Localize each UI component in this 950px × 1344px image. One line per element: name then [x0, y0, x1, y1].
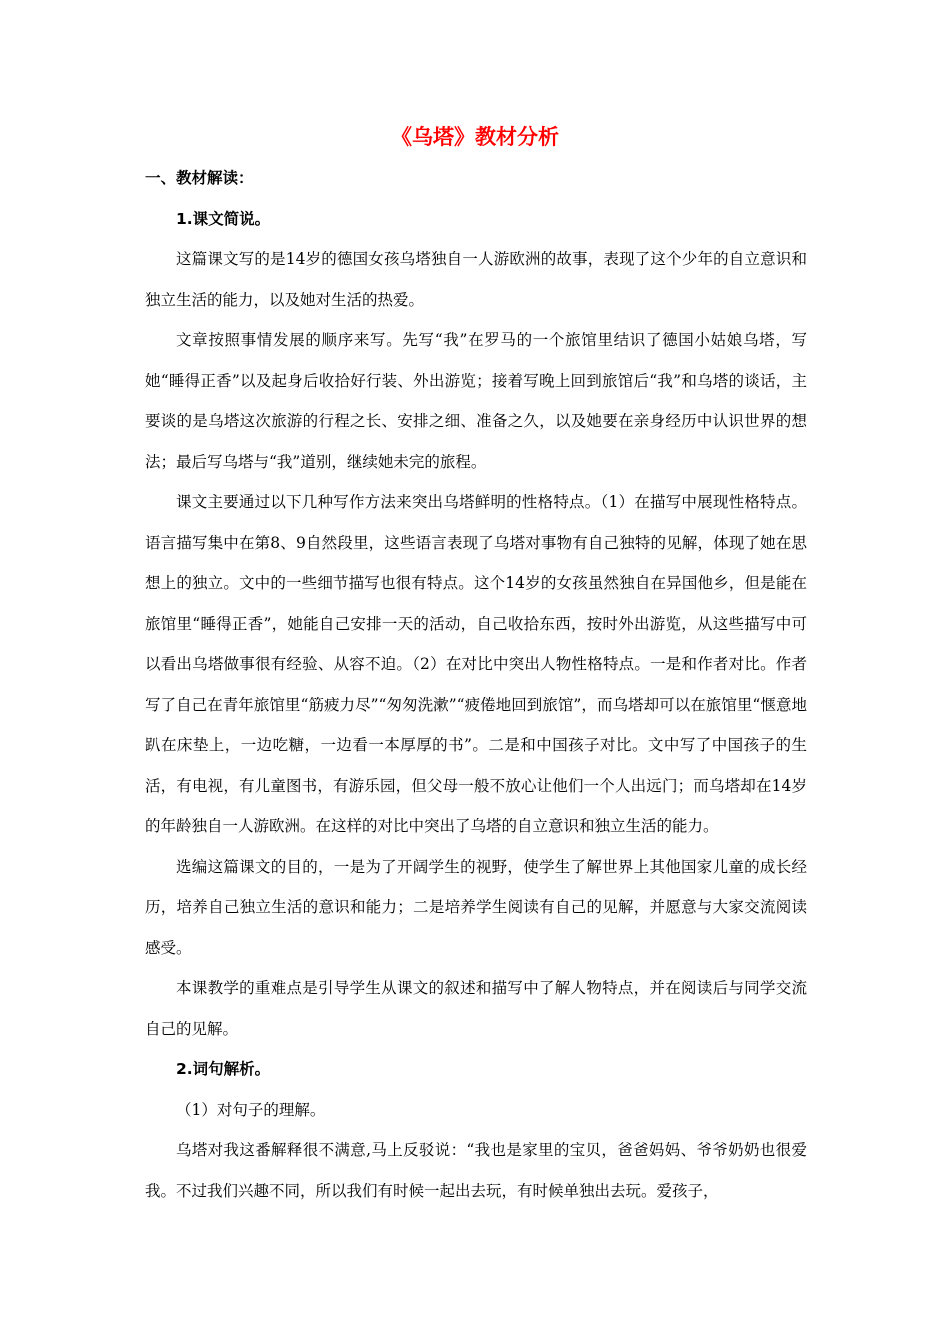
paragraph-5: 本课教学的重难点是引导学生从课文的叙述和描写中了解人物特点，并在阅读后与同学交流自己的见解。	[145, 979, 807, 1038]
subsection-heading-1: 1.课文简说。	[176, 209, 271, 228]
paragraph-1: 这篇课文写的是14岁的德国女孩乌塔独自一人游欧洲的故事，表现了这个少年的自立意识和独立生活的能力，以及她对生活的热爱。	[145, 250, 807, 309]
document-body	[145, 158, 807, 1211]
quote-paragraph: 乌塔对我这番解释很不满意,马上反驳说：“我也是家里的宝贝，爸爸妈妈、爷爷奶奶也很爱我。不过我们兴趣不同，所以我们有时候一起出去玩，有时候单独出去玩。爱孩子，	[145, 1141, 807, 1200]
paragraph-3: 课文主要通过以下几种写作方法来突出乌塔鲜明的性格特点。（1）在描写中展现性格特点。语言描写集中在第8、9自然段里，这些语言表现了乌塔对事物有自己独特的见解，体现了她在思想上的独立。文中的一些细节描写也很有特点。这个14岁的女孩虽然独自在异国他乡，但是能在旅馆里“睡得正香”，她能自己安排一天的活动，自己收拾东西，按时外出游览，从这些描写中可以看出乌塔做事很有经验、从容不迫。（2）在对比中突出人物性格特点。一是和作者对比。作者写了自己在青年旅馆里“筋疲力尽”“匆匆洗漱”“疲倦地回到旅馆”，而乌塔却可以在旅馆里“惬意地趴在床垫上，一边吃糖，一边看一本厚厚的书”。二是和中国孩子对比。文中写了中国孩子的生活，有电视，有儿童图书，有游乐园，但父母一般不放心让他们一个人出远门；而乌塔却在14岁的年龄独自一人游欧洲。在这样的对比中突出了乌塔的自立意识和独立生活的能力。	[145, 493, 807, 835]
subsection-item-1: （1）对句子的理解。	[176, 1100, 326, 1119]
section-heading-1: 一、教材解读：	[145, 169, 254, 187]
paragraph-4: 选编这篇课文的目的，一是为了开阔学生的视野，使学生了解世界上其他国家儿童的成长经历，培养自己独立生活的意识和能力；二是培养学生阅读有自己的见解，并愿意与大家交流阅读感受。	[145, 857, 807, 957]
paragraph-2: 文章按照事情发展的顺序来写。先写“我”在罗马的一个旅馆里结识了德国小姑娘乌塔，写她“睡得正香”以及起身后收拾好行装、外出游览；接着写晚上回到旅馆后“我”和乌塔的谈话，主要谈的是乌塔这次旅游的行程之长、安排之细、准备之久，以及她要在亲身经历中认识世界的想法；最后写乌塔与“我”道别，继续她未完的旅程。	[145, 331, 807, 471]
subsection-heading-2: 2.词句解析。	[176, 1060, 271, 1078]
document-title: 《乌塔》教材分析	[391, 125, 559, 149]
